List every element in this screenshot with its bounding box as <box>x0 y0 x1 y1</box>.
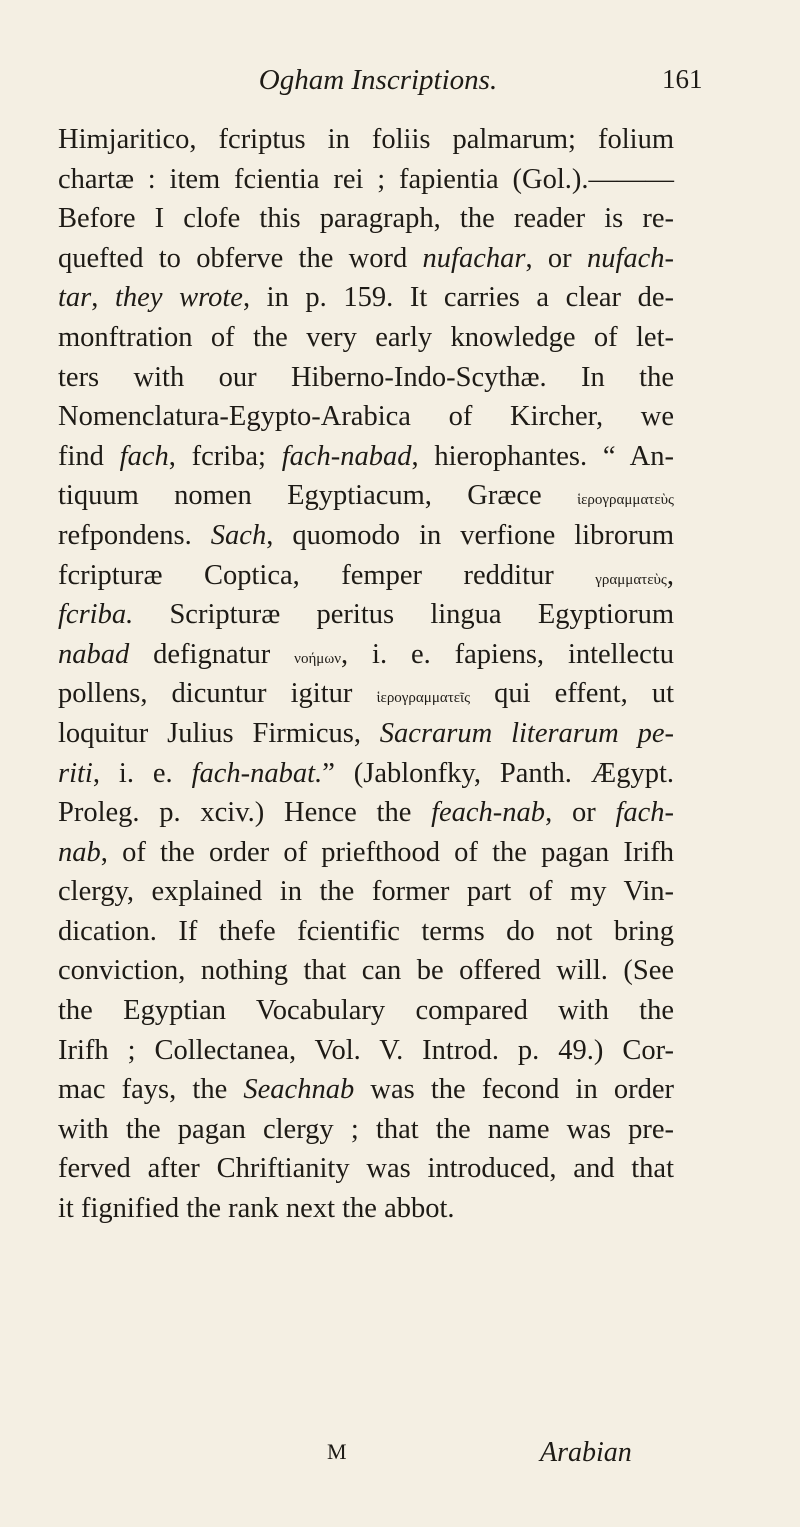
italic-text: nab <box>58 836 101 868</box>
text-line <box>58 754 674 794</box>
text-line <box>58 714 674 754</box>
text-run: monftration of the very early knowledge of let- <box>58 321 674 353</box>
text-run: , i. e. <box>92 757 192 789</box>
text-run: was the fecond in order <box>354 1074 674 1106</box>
text-run: , <box>91 282 115 314</box>
text-line <box>58 1149 674 1189</box>
text-line <box>58 160 674 200</box>
italic-text: nufachar <box>422 242 526 274</box>
italic-text: they wrote <box>115 282 243 314</box>
text-run: , quomodo in verfione librorum <box>266 519 674 551</box>
text-line <box>58 120 674 160</box>
text-line <box>58 397 674 437</box>
text-line <box>58 318 674 358</box>
body-text <box>58 120 674 1229</box>
signature-mark: M <box>327 1439 348 1464</box>
italic-text: Sach <box>210 519 267 551</box>
italic-text: fach <box>119 440 169 472</box>
text-run: loquitur Julius Firmicus, <box>58 717 380 749</box>
text-line <box>58 951 674 991</box>
italic-text: riti <box>58 757 93 789</box>
text-run: find <box>58 440 120 472</box>
text-line <box>58 991 674 1031</box>
text-run: clergy, explained in the former part of my Vin- <box>58 876 674 908</box>
text-run: ” (Jablonfky, Panth. Ægypt. <box>322 757 674 789</box>
greek-text: ἱερογραμματεὺς <box>577 492 674 509</box>
text-run: , or <box>545 797 616 829</box>
greek-text: νοήμων <box>294 650 341 667</box>
greek-text: γραμματεὺς <box>595 571 667 588</box>
text-run: ters with our Hiberno-Indo-Scythæ. In the <box>58 361 674 393</box>
text-run: pollens, dicuntur igitur <box>58 678 377 710</box>
text-line <box>58 358 674 398</box>
text-run: Himjaritico, fcriptus in foliis palmarum; folium <box>58 124 674 155</box>
text-line <box>58 872 674 912</box>
text-run: dication. If thefe fcientific terms do not bring <box>58 915 674 947</box>
text-line <box>58 674 674 714</box>
text-line <box>58 516 674 556</box>
text-run: Before I clofe this paragraph, the reader is re- <box>58 203 674 235</box>
italic-text: fach-nabad <box>281 440 412 472</box>
italic-text: fach- <box>615 797 674 829</box>
text-line <box>58 476 674 516</box>
text-run: fcripturæ Coptica, femper redditur <box>58 559 596 591</box>
text-run: , in p. 159. It carries a clear de- <box>242 282 675 314</box>
text-run: Irifh ; Collectanea, Vol. V. Introd. p. 49.) Cor- <box>58 1034 674 1066</box>
page-number: 161 <box>662 64 703 94</box>
text-run: Proleg. p. xciv.) Hence the <box>58 797 432 829</box>
running-title: Ogham Inscriptions. <box>258 64 498 96</box>
italic-text: Sacrarum literarum pe- <box>379 717 674 749</box>
text-line <box>58 635 674 675</box>
text-line <box>58 595 674 635</box>
italic-text: Seachnab <box>243 1074 355 1106</box>
text-run: , fcriba; <box>168 440 282 472</box>
text-run: , <box>666 559 674 591</box>
catchword: Arabian <box>540 1437 632 1468</box>
text-run: conviction, nothing that can be offered will. (See <box>58 955 674 987</box>
italic-text: feach-nab <box>431 797 546 829</box>
greek-text: ἱερογραμματεῖς <box>376 690 471 707</box>
text-run: the Egyptian Vocabulary compared with the <box>58 995 674 1027</box>
text-line <box>58 1189 674 1229</box>
text-run: quefted to obferve the word <box>58 242 423 274</box>
italic-text: fach-nabat. <box>191 757 323 789</box>
text-run: defignatur <box>129 638 295 670</box>
text-run: it fignified the rank next the abbot. <box>58 1193 455 1225</box>
text-run: chartæ : item fcientia rei ; fapientia (Gol.).——— <box>58 163 674 195</box>
text-line <box>58 1070 674 1110</box>
page-footer <box>0 1437 800 1477</box>
italic-text: fcriba. <box>58 599 134 631</box>
page-header <box>0 64 800 104</box>
text-run: , hierophantes. “ An- <box>411 440 674 472</box>
text-run: , i. e. fapiens, intellectu <box>341 638 674 670</box>
text-line <box>58 199 674 239</box>
italic-text: tar <box>58 282 92 314</box>
text-line <box>58 793 674 833</box>
text-line <box>58 239 674 279</box>
text-run: ferved after Chriftianity was introduced, and that <box>58 1153 674 1185</box>
italic-text: nufach- <box>586 242 674 274</box>
text-line <box>58 912 674 952</box>
text-line <box>58 556 674 596</box>
text-run: , or <box>525 242 587 274</box>
text-line <box>58 1110 674 1150</box>
text-run: , of the order of priefthood of the pagan Irifh <box>100 836 674 868</box>
text-run: Scripturæ peritus lingua Egyptiorum <box>133 599 674 631</box>
text-line <box>58 278 674 318</box>
text-run: with the pagan clergy ; that the name was pre- <box>58 1113 674 1145</box>
text-run: tiquum nomen Egyptiacum, Græce <box>58 480 578 512</box>
text-line <box>58 1031 674 1071</box>
text-line <box>58 437 674 477</box>
text-run: mac fays, the <box>58 1074 244 1106</box>
text-run: Nomenclatura-Egypto-Arabica of Kircher, we <box>58 401 674 433</box>
text-run: qui effent, ut <box>470 678 674 710</box>
text-run: refpondens. <box>58 519 211 551</box>
italic-text: nabad <box>58 638 130 670</box>
text-line <box>58 833 674 873</box>
